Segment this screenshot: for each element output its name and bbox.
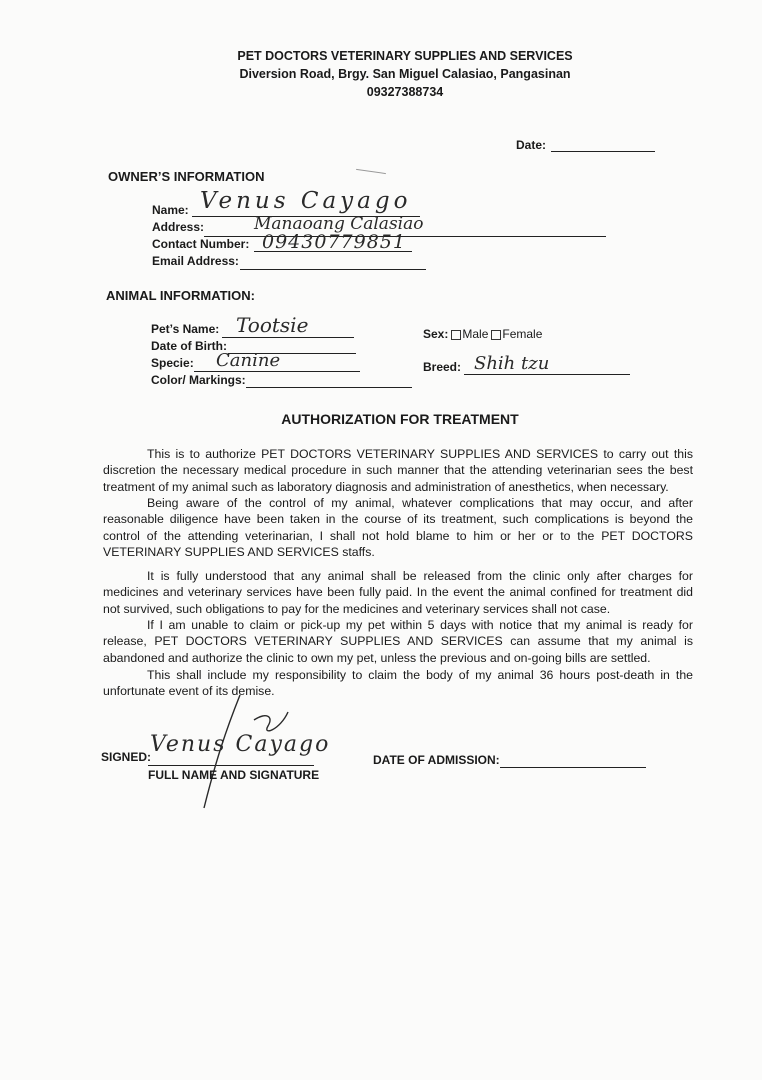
authorization-paragraph-4: If I am unable to claim or pick-up my pet within 5 days with notice that my animal is ready for release, PET DOCTORS VETERINARY SUPPLIES AND SERVICES can assume that my animal is abandoned and authorize the clinic to own my pet, unless the previous and on-going bills are settled.	[103, 618, 693, 665]
contact-label: Contact Number:	[152, 237, 250, 251]
authorization-paragraph-1: This is to authorize PET DOCTORS VETERINARY SUPPLIES AND SERVICES to carry out this discretion the necessary medical procedure in such manner that the attending veterinarian sees the best treatment of my animal such as laboratory diagnosis and administration of anesthetics, when necessary.	[103, 447, 693, 494]
name-label: Name:	[152, 203, 189, 217]
pet-name-handwriting: Tootsie	[236, 313, 309, 337]
sex-field	[423, 327, 542, 341]
authorization-paragraph-3: It is fully understood that any animal shall be released from the clinic only after charges for medicines and veterinary services have been fully paid. In the event the animal confined for treatment did not survived, such obligations to pay for the medicines and veterinary services shall not case.	[103, 569, 693, 616]
pet-name-line	[222, 337, 354, 338]
male-label: Male	[462, 327, 489, 341]
breed-line	[464, 374, 630, 375]
date-line	[551, 151, 655, 152]
name-handwriting: Venus Cayago	[200, 188, 412, 214]
dob-label: Date of Birth:	[151, 339, 227, 353]
email-line	[240, 269, 426, 270]
female-label: Female	[502, 327, 543, 341]
authorization-paragraph-2: Being aware of the control of my animal, whatever complications that may occur, and after reasonable diligence have been taken in the course of its treatment, such complications is beyond the control of the attending veterinarian, I shall not hold blame to him or her or to the PET DOCTORS VETERINARY SUPPLIES AND SERVICES staffs.	[103, 496, 693, 560]
sex-label: Sex:	[423, 327, 449, 341]
breed-label: Breed:	[423, 360, 462, 374]
email-label: Email Address:	[152, 254, 239, 268]
signed-label: SIGNED:	[101, 750, 152, 764]
date-of-admission-line	[500, 767, 646, 768]
company-phone: 09327388734	[366, 85, 444, 99]
signature-handwriting: Venus Cayago	[150, 732, 331, 757]
date-of-admission-label: DATE OF ADMISSION:	[373, 753, 500, 767]
authorization-title: AUTHORIZATION FOR TREATMENT	[281, 411, 519, 427]
stray-mark	[356, 169, 386, 174]
breed-handwriting: Shih tzu	[474, 353, 550, 374]
contact-handwriting: 09430779851	[262, 231, 406, 253]
specie-line	[194, 371, 360, 372]
company-address: Diversion Road, Brgy. San Miguel Calasiao, Pangasinan	[239, 67, 571, 81]
authorization-paragraph-5: This shall include my responsibility to claim the body of my animal 36 hours post-death in the unfortunate event of its demise.	[103, 668, 693, 699]
address-handwriting: Manaoang Calasiao	[254, 214, 424, 234]
female-checkbox[interactable]	[491, 330, 501, 340]
male-checkbox[interactable]	[451, 330, 461, 340]
pet-name-label: Pet’s Name:	[151, 322, 220, 336]
color-markings-label: Color/ Markings:	[151, 373, 246, 387]
owner-section-title: OWNER’S INFORMATION	[108, 169, 265, 184]
address-label: Address:	[152, 220, 205, 234]
animal-section-title: ANIMAL INFORMATION:	[106, 288, 255, 303]
date-label: Date:	[516, 138, 547, 152]
specie-label: Specie:	[151, 356, 194, 370]
full-name-signature-caption: FULL NAME AND SIGNATURE	[148, 768, 320, 782]
company-name: PET DOCTORS VETERINARY SUPPLIES AND SERVICES	[237, 49, 573, 63]
color-markings-line	[246, 387, 412, 388]
specie-handwriting: Canine	[216, 350, 281, 371]
signature-flourish	[196, 690, 306, 810]
